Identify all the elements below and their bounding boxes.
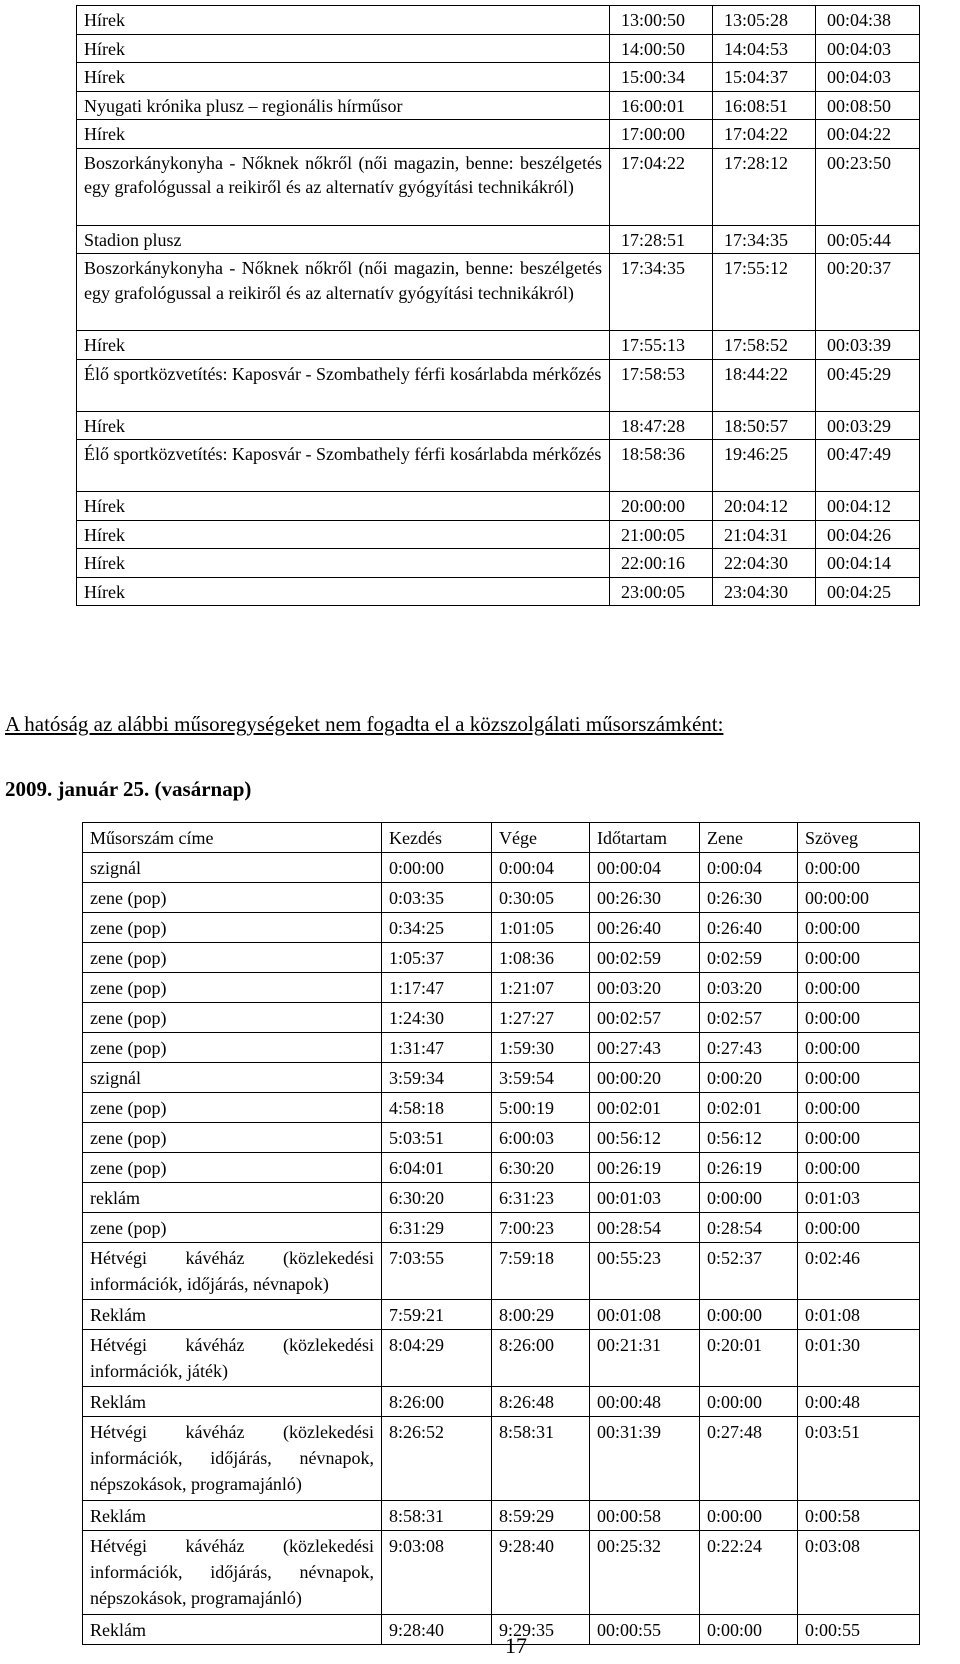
time-cell: 1:24:30 (382, 1003, 492, 1033)
program-title-cell: Reklám (83, 1300, 382, 1330)
time-cell: 0:00:04 (492, 853, 590, 883)
table-row (77, 6, 920, 35)
time-cell: 0:52:37 (700, 1243, 798, 1300)
time-cell: 1:31:47 (382, 1033, 492, 1063)
table-row (77, 91, 920, 120)
program-title-cell: Hétvégi kávéház (közlekedési információk, időjárás, névnapok, népszokások, programajánló) (83, 1417, 382, 1501)
time-cell: 0:00:04 (700, 853, 798, 883)
time-cell: 14:00:50 (610, 34, 713, 63)
time-cell: 0:00:00 (700, 1183, 798, 1213)
table-row (83, 1033, 920, 1063)
time-cell: 00:02:57 (590, 1003, 700, 1033)
column-header: Szöveg (798, 823, 920, 853)
time-cell: 00:00:04 (590, 853, 700, 883)
table-header-row (83, 823, 920, 853)
time-cell: 21:00:05 (610, 520, 713, 549)
table-row (77, 34, 920, 63)
time-cell: 16:00:01 (610, 91, 713, 120)
time-cell: 1:01:05 (492, 913, 590, 943)
program-title-cell: Hétvégi kávéház (közlekedési információk, játék) (83, 1330, 382, 1387)
time-cell: 00:25:32 (590, 1531, 700, 1615)
time-cell: 18:44:22 (713, 359, 816, 411)
program-title-cell: zene (pop) (83, 883, 382, 913)
table-row (83, 1501, 920, 1531)
time-cell: 0:03:35 (382, 883, 492, 913)
program-title-cell: szignál (83, 853, 382, 883)
time-cell: 00:45:29 (816, 359, 920, 411)
time-cell: 00:04:03 (816, 34, 920, 63)
time-cell: 00:00:55 (590, 1615, 700, 1645)
program-title-cell: Reklám (83, 1387, 382, 1417)
table-row (83, 1093, 920, 1123)
time-cell: 0:22:24 (700, 1531, 798, 1615)
time-cell: 1:59:30 (492, 1033, 590, 1063)
time-cell: 18:50:57 (713, 411, 816, 440)
time-cell: 17:04:22 (610, 148, 713, 225)
time-cell: 0:00:58 (798, 1501, 920, 1531)
time-cell: 0:00:00 (700, 1300, 798, 1330)
time-cell: 16:08:51 (713, 91, 816, 120)
time-cell: 1:17:47 (382, 973, 492, 1003)
time-cell: 0:02:46 (798, 1243, 920, 1300)
column-header: Kezdés (382, 823, 492, 853)
program-title-cell: Hírek (77, 6, 610, 35)
time-cell: 8:26:52 (382, 1417, 492, 1501)
table-row (83, 913, 920, 943)
program-title-cell: zene (pop) (83, 1213, 382, 1243)
table-row (83, 1531, 920, 1615)
time-cell: 00:01:03 (590, 1183, 700, 1213)
time-cell: 00:00:58 (590, 1501, 700, 1531)
table-row (77, 577, 920, 606)
table-row (83, 1183, 920, 1213)
time-cell: 20:04:12 (713, 492, 816, 521)
time-cell: 1:21:07 (492, 973, 590, 1003)
time-cell: 0:00:00 (798, 1213, 920, 1243)
time-cell: 23:00:05 (610, 577, 713, 606)
program-title-cell: Hírek (77, 331, 610, 360)
time-cell: 20:00:00 (610, 492, 713, 521)
time-cell: 0:27:48 (700, 1417, 798, 1501)
time-cell: 00:56:12 (590, 1123, 700, 1153)
time-cell: 00:23:50 (816, 148, 920, 225)
table-row (83, 1063, 920, 1093)
time-cell: 1:08:36 (492, 943, 590, 973)
time-cell: 0:27:43 (700, 1033, 798, 1063)
time-cell: 17:34:35 (610, 254, 713, 331)
table-row (77, 440, 920, 492)
time-cell: 8:00:29 (492, 1300, 590, 1330)
time-cell: 17:28:12 (713, 148, 816, 225)
time-cell: 00:04:12 (816, 492, 920, 521)
time-cell: 8:59:29 (492, 1501, 590, 1531)
table-row (77, 331, 920, 360)
table-row (77, 411, 920, 440)
time-cell: 21:04:31 (713, 520, 816, 549)
time-cell: 8:26:48 (492, 1387, 590, 1417)
table-row (83, 973, 920, 1003)
column-header: Időtartam (590, 823, 700, 853)
time-cell: 6:30:20 (382, 1183, 492, 1213)
table-row (77, 549, 920, 578)
time-cell: 0:02:57 (700, 1003, 798, 1033)
time-cell: 13:05:28 (713, 6, 816, 35)
program-title-cell: Hírek (77, 549, 610, 578)
program-title-cell: Hírek (77, 411, 610, 440)
program-title-cell: zene (pop) (83, 913, 382, 943)
time-cell: 8:58:31 (492, 1417, 590, 1501)
time-cell: 17:55:12 (713, 254, 816, 331)
table-row (77, 254, 920, 331)
time-cell: 8:26:00 (492, 1330, 590, 1387)
time-cell: 00:05:44 (816, 225, 920, 254)
program-title-cell: Hétvégi kávéház (közlekedési információk, időjárás, névnapok) (83, 1243, 382, 1300)
time-cell: 0:00:00 (798, 1003, 920, 1033)
program-title-cell: zene (pop) (83, 1003, 382, 1033)
time-cell: 17:04:22 (713, 120, 816, 149)
time-cell: 0:00:00 (798, 1123, 920, 1153)
time-cell: 7:00:23 (492, 1213, 590, 1243)
time-cell: 17:55:13 (610, 331, 713, 360)
program-title-cell: Hírek (77, 63, 610, 92)
time-cell: 00:04:38 (816, 6, 920, 35)
time-cell: 8:26:00 (382, 1387, 492, 1417)
program-title-cell: Hírek (77, 120, 610, 149)
time-cell: 15:04:37 (713, 63, 816, 92)
program-title-cell: Reklám (83, 1501, 382, 1531)
time-cell: 00:31:39 (590, 1417, 700, 1501)
time-cell: 0:20:01 (700, 1330, 798, 1387)
time-cell: 0:30:05 (492, 883, 590, 913)
program-title-cell: zene (pop) (83, 1033, 382, 1063)
time-cell: 0:00:00 (798, 853, 920, 883)
time-cell: 00:03:29 (816, 411, 920, 440)
time-cell: 17:58:52 (713, 331, 816, 360)
time-cell: 0:00:00 (798, 1033, 920, 1063)
time-cell: 14:04:53 (713, 34, 816, 63)
time-cell: 17:34:35 (713, 225, 816, 254)
time-cell: 1:27:27 (492, 1003, 590, 1033)
time-cell: 00:28:54 (590, 1213, 700, 1243)
time-cell: 0:34:25 (382, 913, 492, 943)
table-row (83, 853, 920, 883)
column-header: Vége (492, 823, 590, 853)
program-title-cell: zene (pop) (83, 943, 382, 973)
time-cell: 4:58:18 (382, 1093, 492, 1123)
time-cell: 17:28:51 (610, 225, 713, 254)
time-cell: 15:00:34 (610, 63, 713, 92)
table-row (77, 492, 920, 521)
time-cell: 9:03:08 (382, 1531, 492, 1615)
time-cell: 00:20:37 (816, 254, 920, 331)
time-cell: 00:00:20 (590, 1063, 700, 1093)
time-cell: 0:00:00 (798, 913, 920, 943)
time-cell: 00:00:48 (590, 1387, 700, 1417)
time-cell: 13:00:50 (610, 6, 713, 35)
table-row (83, 1003, 920, 1033)
time-cell: 0:00:00 (798, 1063, 920, 1093)
time-cell: 00:26:19 (590, 1153, 700, 1183)
time-cell: 0:00:20 (700, 1063, 798, 1093)
program-title-cell: reklám (83, 1183, 382, 1213)
time-cell: 00:08:50 (816, 91, 920, 120)
time-cell: 0:01:03 (798, 1183, 920, 1213)
time-cell: 00:04:03 (816, 63, 920, 92)
time-cell: 00:01:08 (590, 1300, 700, 1330)
column-header: Műsorszám címe (83, 823, 382, 853)
time-cell: 18:58:36 (610, 440, 713, 492)
time-cell: 0:03:51 (798, 1417, 920, 1501)
time-cell: 1:05:37 (382, 943, 492, 973)
program-title-cell: Stadion plusz (77, 225, 610, 254)
time-cell: 0:00:00 (700, 1501, 798, 1531)
time-cell: 22:04:30 (713, 549, 816, 578)
table-row (83, 1213, 920, 1243)
time-cell: 6:31:29 (382, 1213, 492, 1243)
program-title-cell: Hétvégi kávéház (közlekedési információk, időjárás, névnapok, népszokások, programajánló) (83, 1531, 382, 1615)
program-title-cell: Élő sportközvetítés: Kaposvár - Szombathely férfi kosárlabda mérkőzés (77, 440, 610, 492)
time-cell: 3:59:54 (492, 1063, 590, 1093)
time-cell: 00:26:30 (590, 883, 700, 913)
time-cell: 0:00:00 (798, 973, 920, 1003)
time-cell: 0:00:55 (798, 1615, 920, 1645)
time-cell: 8:58:31 (382, 1501, 492, 1531)
program-title-cell: Nyugati krónika plusz – regionális hírműsor (77, 91, 610, 120)
time-cell: 00:55:23 (590, 1243, 700, 1300)
table-row (83, 1153, 920, 1183)
time-cell: 00:47:49 (816, 440, 920, 492)
time-cell: 00:27:43 (590, 1033, 700, 1063)
table-row (77, 520, 920, 549)
table-row (83, 1387, 920, 1417)
time-cell: 6:31:23 (492, 1183, 590, 1213)
program-title-cell: Hírek (77, 34, 610, 63)
time-cell: 00:00:00 (798, 883, 920, 913)
table-row (83, 1243, 920, 1300)
program-title-cell: Boszorkánykonyha - Nőknek nőkről (női magazin, benne: beszélgetés egy grafológussal a reikiről és az alternatív gyógyítási technikákról) (77, 254, 610, 331)
time-cell: 5:03:51 (382, 1123, 492, 1153)
table-row (77, 63, 920, 92)
time-cell: 0:00:00 (700, 1615, 798, 1645)
table-row (83, 1417, 920, 1501)
time-cell: 00:04:22 (816, 120, 920, 149)
schedule-table-top (76, 5, 920, 606)
time-cell: 8:04:29 (382, 1330, 492, 1387)
time-cell: 23:04:30 (713, 577, 816, 606)
time-cell: 00:04:25 (816, 577, 920, 606)
time-cell: 00:26:40 (590, 913, 700, 943)
time-cell: 0:00:00 (700, 1387, 798, 1417)
program-title-cell: zene (pop) (83, 973, 382, 1003)
table-row (83, 943, 920, 973)
table-row (77, 148, 920, 225)
time-cell: 7:59:21 (382, 1300, 492, 1330)
program-title-cell: szignál (83, 1063, 382, 1093)
time-cell: 0:28:54 (700, 1213, 798, 1243)
time-cell: 0:03:20 (700, 973, 798, 1003)
schedule-table-bottom (82, 822, 920, 1645)
date-heading: 2009. január 25. (vasárnap) (5, 777, 252, 801)
time-cell: 00:04:26 (816, 520, 920, 549)
time-cell: 0:03:08 (798, 1531, 920, 1615)
table-row (77, 120, 920, 149)
table-row (83, 883, 920, 913)
time-cell: 7:59:18 (492, 1243, 590, 1300)
time-cell: 0:00:00 (382, 853, 492, 883)
time-cell: 00:21:31 (590, 1330, 700, 1387)
notice-text: A hatóság az alábbi műsoregységeket nem fogadta el a közszolgálati műsorszámként: (5, 712, 724, 736)
program-title-cell: Élő sportközvetítés: Kaposvár - Szombathely férfi kosárlabda mérkőzés (77, 359, 610, 411)
time-cell: 00:03:20 (590, 973, 700, 1003)
time-cell: 19:46:25 (713, 440, 816, 492)
program-title-cell: Hírek (77, 492, 610, 521)
table-row (77, 359, 920, 411)
program-title-cell: zene (pop) (83, 1123, 382, 1153)
table-row (83, 1615, 920, 1645)
time-cell: 0:26:19 (700, 1153, 798, 1183)
time-cell: 0:26:30 (700, 883, 798, 913)
time-cell: 0:01:08 (798, 1300, 920, 1330)
time-cell: 9:28:40 (492, 1531, 590, 1615)
table-row (77, 225, 920, 254)
time-cell: 6:04:01 (382, 1153, 492, 1183)
time-cell: 7:03:55 (382, 1243, 492, 1300)
time-cell: 22:00:16 (610, 549, 713, 578)
time-cell: 9:28:40 (382, 1615, 492, 1645)
time-cell: 6:30:20 (492, 1153, 590, 1183)
program-title-cell: Hírek (77, 520, 610, 549)
time-cell: 6:00:03 (492, 1123, 590, 1153)
table-row (83, 1123, 920, 1153)
time-cell: 0:02:59 (700, 943, 798, 973)
time-cell: 00:02:59 (590, 943, 700, 973)
time-cell: 0:00:00 (798, 1093, 920, 1123)
program-title-cell: zene (pop) (83, 1153, 382, 1183)
time-cell: 00:02:01 (590, 1093, 700, 1123)
table-row (83, 1330, 920, 1387)
time-cell: 0:01:30 (798, 1330, 920, 1387)
time-cell: 9:29:35 (492, 1615, 590, 1645)
time-cell: 18:47:28 (610, 411, 713, 440)
time-cell: 00:03:39 (816, 331, 920, 360)
time-cell: 0:00:00 (798, 943, 920, 973)
time-cell: 0:26:40 (700, 913, 798, 943)
column-header: Zene (700, 823, 798, 853)
program-title-cell: Hírek (77, 577, 610, 606)
program-title-cell: Reklám (83, 1615, 382, 1645)
time-cell: 0:00:48 (798, 1387, 920, 1417)
program-title-cell: zene (pop) (83, 1093, 382, 1123)
time-cell: 0:56:12 (700, 1123, 798, 1153)
time-cell: 3:59:34 (382, 1063, 492, 1093)
program-title-cell: Boszorkánykonyha - Nőknek nőkről (női magazin, benne: beszélgetés egy grafológussal a reikiről és az alternatív gyógyítási technikákról) (77, 148, 610, 225)
time-cell: 0:02:01 (700, 1093, 798, 1123)
page-number: 17 (505, 1633, 527, 1658)
time-cell: 5:00:19 (492, 1093, 590, 1123)
time-cell: 17:58:53 (610, 359, 713, 411)
time-cell: 0:00:00 (798, 1153, 920, 1183)
time-cell: 17:00:00 (610, 120, 713, 149)
table-row (83, 1300, 920, 1330)
time-cell: 00:04:14 (816, 549, 920, 578)
